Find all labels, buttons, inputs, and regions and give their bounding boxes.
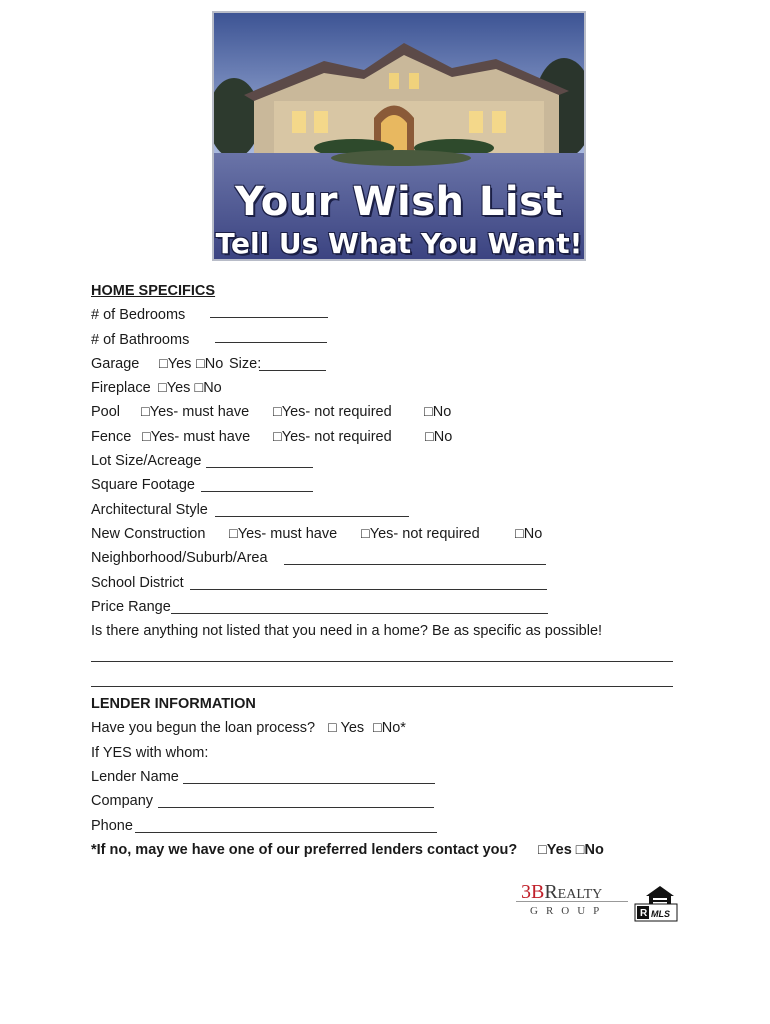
anything-line-1[interactable] (91, 643, 691, 667)
fence-not-required-checkbox[interactable]: □Yes- not required (273, 428, 392, 445)
realty-logo (516, 881, 628, 921)
wish-list-banner (212, 11, 586, 261)
whom-row (91, 741, 691, 765)
garage-no-checkbox[interactable]: □No (196, 355, 224, 372)
school-field[interactable] (190, 575, 547, 590)
newcon-must-have-checkbox[interactable]: □Yes- must have (229, 525, 338, 542)
bedrooms-label: # of Bedrooms (91, 307, 186, 324)
pool-label: Pool (91, 404, 121, 421)
anything-question: Is there anything not listed that you need in a home? Be as specific as possible! (91, 623, 603, 640)
price-label: Price Range (91, 598, 171, 615)
arch-label: Architectural Style (91, 501, 208, 518)
preferred-question: *If no, may we have one of our preferred lenders contact you? (91, 841, 518, 858)
phone-field[interactable] (135, 818, 437, 833)
garage-yes-checkbox[interactable]: □Yes (159, 355, 192, 372)
preferred-options[interactable]: □Yes □No (538, 841, 604, 858)
lender-heading: LENDER INFORMATION (91, 696, 256, 713)
equal-housing-mls-icon (634, 884, 678, 922)
sqft-label: Square Footage (91, 477, 195, 494)
anything-field-line-2[interactable] (91, 686, 673, 687)
new-construction-label: New Construction (91, 525, 206, 542)
neighborhood-label: Neighborhood/Suburb/Area (91, 550, 268, 567)
loan-process-row (91, 716, 691, 740)
pool-not-required-checkbox[interactable]: □Yes- not required (273, 404, 392, 421)
phone-label: Phone (91, 817, 133, 834)
newcon-not-required-checkbox[interactable]: □Yes- not required (361, 525, 480, 542)
company-field[interactable] (158, 793, 434, 808)
arch-field[interactable] (215, 502, 409, 517)
logo-group: GROUP (530, 905, 608, 917)
arch-row (91, 498, 691, 522)
new-construction-row (91, 522, 691, 546)
garage-label: Garage (91, 355, 140, 372)
preferred-row (91, 838, 691, 862)
loan-process-question: Have you begun the loan process? (91, 720, 316, 737)
school-label: School District (91, 574, 184, 591)
anything-line-2[interactable] (91, 668, 691, 692)
anything-row (91, 619, 691, 643)
fireplace-options[interactable]: □Yes □No (158, 380, 222, 397)
home-specifics-heading: HOME SPECIFICS (91, 283, 216, 299)
neighborhood-row (91, 546, 691, 570)
banner-title: Your Wish List (234, 179, 564, 225)
pool-row (91, 400, 691, 424)
bedrooms-field[interactable] (210, 303, 328, 318)
pool-must-have-checkbox[interactable]: □Yes- must have (141, 404, 250, 421)
svg-text:R: R (640, 908, 648, 919)
garage-size-label: Size: (229, 355, 262, 372)
mls-text: MLS (651, 909, 670, 919)
company-label: Company (91, 793, 154, 810)
wish-list-form (91, 279, 691, 862)
price-field[interactable] (171, 599, 548, 614)
price-row (91, 595, 691, 619)
banner-subtitle: Tell Us What You Want! (215, 227, 583, 260)
sqft-field[interactable] (201, 477, 313, 492)
bathrooms-row (91, 328, 691, 352)
phone-row (91, 814, 691, 838)
lot-label: Lot Size/Acreage (91, 453, 202, 470)
fireplace-label: Fireplace (91, 380, 151, 397)
school-row (91, 571, 691, 595)
lender-name-row (91, 765, 691, 789)
lender-name-field[interactable] (183, 769, 435, 784)
whom-label: If YES with whom: (91, 744, 209, 761)
fence-must-have-checkbox[interactable]: □Yes- must have (142, 428, 251, 445)
sqft-row (91, 473, 691, 497)
bathrooms-label: # of Bathrooms (91, 331, 190, 348)
fence-no-checkbox[interactable]: □No (425, 428, 453, 445)
garage-size-field[interactable] (259, 356, 326, 371)
fireplace-row (91, 376, 691, 400)
bathrooms-field[interactable] (215, 328, 327, 343)
logo-realty: Realty (544, 881, 603, 903)
fence-label: Fence (91, 428, 132, 445)
pool-no-checkbox[interactable]: □No (424, 404, 452, 421)
fence-row (91, 425, 691, 449)
bedrooms-row (91, 303, 691, 327)
garage-row (91, 352, 691, 376)
logo-3b: 3B (521, 881, 545, 903)
loan-yes-checkbox[interactable]: □ Yes (328, 720, 365, 737)
lot-row (91, 449, 691, 473)
anything-field-line-1[interactable] (91, 661, 673, 662)
loan-no-checkbox[interactable]: □No* (373, 720, 406, 737)
lender-name-label: Lender Name (91, 768, 179, 785)
neighborhood-field[interactable] (284, 550, 546, 565)
lot-field[interactable] (206, 453, 313, 468)
company-row (91, 789, 691, 813)
newcon-no-checkbox[interactable]: □No (515, 525, 543, 542)
